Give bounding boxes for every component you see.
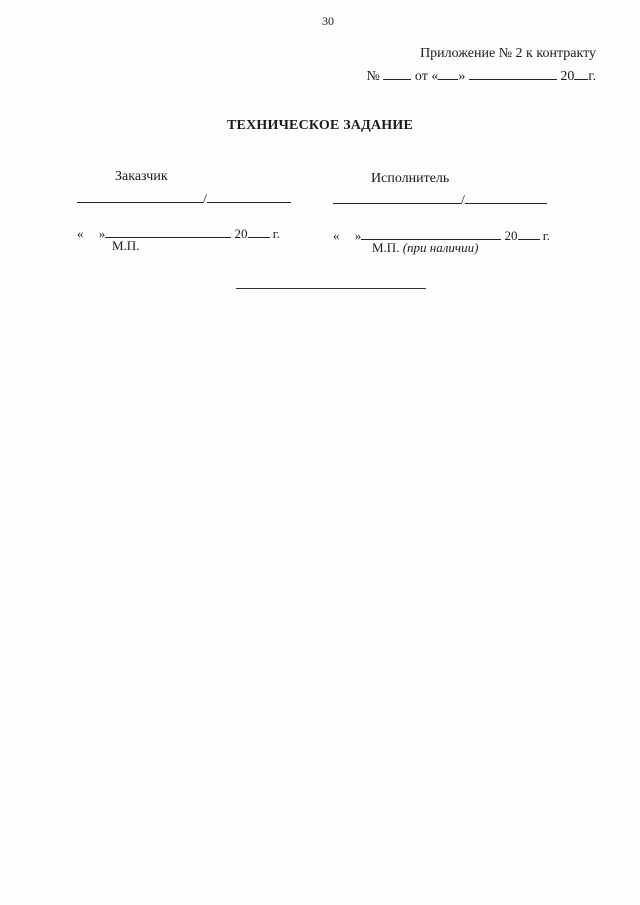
contractor-quote-open: « — [333, 228, 340, 243]
end-divider — [236, 288, 426, 289]
customer-quote-open: « — [77, 226, 84, 241]
contractor-name-blank — [465, 189, 547, 204]
contract-from-label: от « — [414, 69, 439, 84]
page-number: 30 — [322, 14, 334, 28]
customer-label: Заказчик — [115, 169, 168, 184]
contractor-signature-line — [333, 189, 547, 209]
contract-number-blank — [383, 65, 411, 80]
contract-number-sign: № — [366, 69, 380, 84]
contractor-year-blank — [518, 225, 540, 240]
contractor-year-prefix: 20 — [504, 228, 518, 243]
contract-day-blank — [438, 65, 458, 80]
contractor-label: Исполнитель — [371, 171, 450, 186]
customer-signature-line — [77, 188, 291, 208]
customer-year-prefix: 20 — [234, 226, 248, 241]
customer-name-blank — [207, 188, 291, 203]
contractor-quote-close: » — [354, 228, 362, 243]
customer-quote-close: » — [98, 226, 106, 241]
contractor-date-blank — [361, 225, 501, 240]
contract-quote-close: » — [458, 69, 466, 84]
contractor-year-suffix: г. — [542, 228, 550, 243]
contract-month-blank — [469, 65, 557, 80]
customer-year-blank — [248, 223, 270, 238]
customer-date-blank — [105, 223, 231, 238]
customer-slash: / — [203, 192, 207, 207]
customer-signature-blank — [77, 188, 203, 203]
contract-year-blank — [574, 65, 588, 80]
contract-number-line — [367, 65, 596, 85]
contract-year-prefix: 20 — [560, 69, 575, 84]
customer-year-suffix: г. — [272, 226, 280, 241]
contractor-signature-blank — [333, 189, 461, 204]
document-title: ТЕХНИЧЕСКОЕ ЗАДАНИЕ — [227, 118, 413, 133]
annex-reference: Приложение № 2 к контракту — [420, 46, 596, 61]
contractor-stamp: М.П. — [372, 240, 400, 255]
customer-date-line — [77, 223, 280, 242]
customer-stamp: М.П. — [112, 238, 140, 253]
contractor-stamp-line — [372, 240, 478, 256]
contractor-slash: / — [461, 193, 465, 208]
contract-year-suffix: г. — [588, 69, 596, 84]
contractor-stamp-note: (при наличии) — [402, 240, 479, 255]
